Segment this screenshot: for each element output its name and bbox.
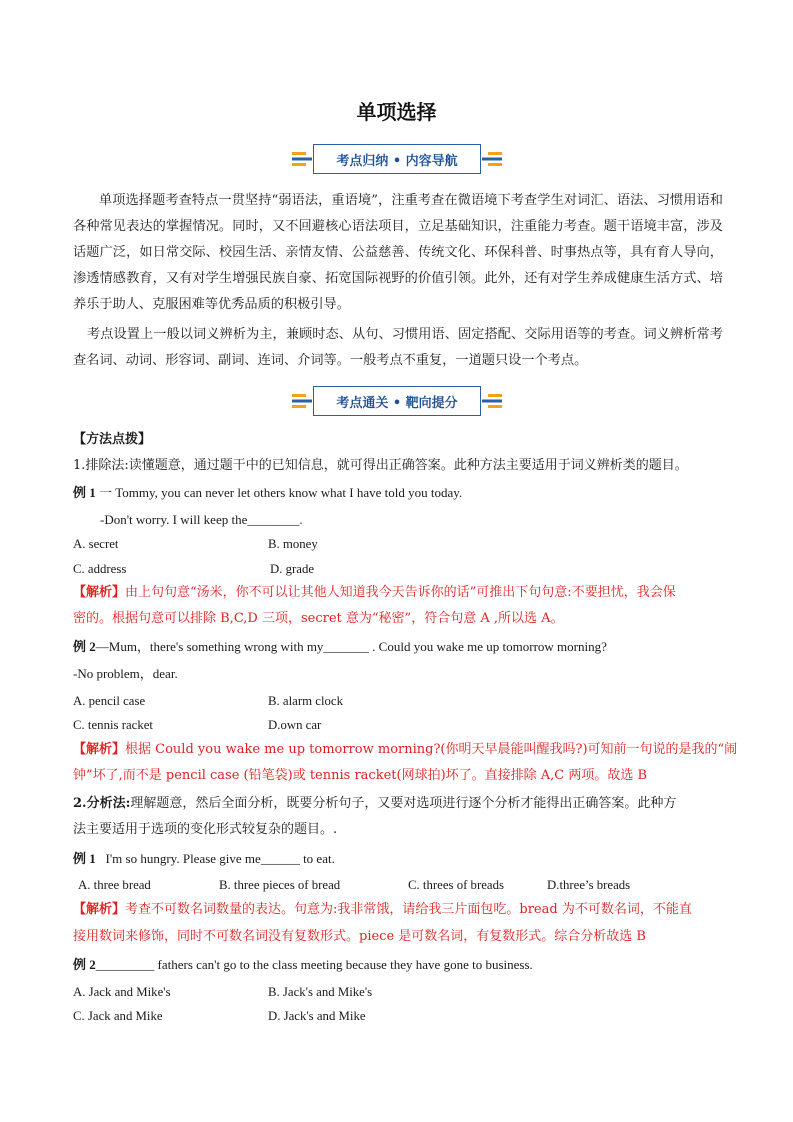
- option-c: C. tennis racket: [73, 718, 153, 732]
- option-d: D. Jack's and Mike: [268, 1009, 366, 1023]
- section-banner-1: [0, 144, 793, 178]
- banner-deco-left-icon: [292, 392, 312, 410]
- banner-deco-right-icon: [482, 150, 502, 168]
- example-label: 例 1: [73, 851, 96, 866]
- analysis-3-line-1: [73, 900, 692, 920]
- method-1-text: 1.排除法:读懂题意，通过题干中的已知信息，就可得出正确答案。此种方法主要适用于词义辨析类的题目。: [73, 458, 688, 473]
- method-header: 【方法点拨】: [73, 432, 152, 447]
- analysis-text: 由上句句意“汤米，你不可以让其他人知道我今天告诉你的话”可推出下句句意:不要担忧，我会保: [125, 585, 676, 600]
- analysis-tag: 【解析】: [73, 902, 126, 917]
- example-question-line: —Mum，there's something wrong with my_______ . Could you wake me up tomorrow morning?: [95, 639, 607, 654]
- example-4-question: [73, 955, 533, 975]
- option-d: D. grade: [270, 562, 315, 576]
- option-c: C. threes of breads: [408, 878, 504, 892]
- banner-title-1: 考点归纳 • 内容导航: [313, 144, 481, 174]
- intro-paragraph-2: 考点设置上一般以词义辨析为主，兼顾时态、从句、习惯用语、固定搭配、交际用语等的考查。词义辨析常考查名词、动词、形容词、副词、连词、介词等。一般考点不重复，一道题只设一个考点。: [73, 327, 723, 368]
- example-1-reply: -Don't worry. I will keep the________.: [100, 512, 303, 527]
- option-b: B. alarm clock: [268, 694, 343, 708]
- banner-deco-left-icon: [292, 150, 312, 168]
- method-2-line-2: 法主要适用于选项的变化形式较复杂的题目。.: [73, 822, 338, 837]
- example-1-question: [73, 483, 462, 503]
- banner-deco-right-icon: [482, 392, 502, 410]
- example-label: 例 1: [73, 485, 96, 500]
- page-title: 单项选择: [356, 100, 437, 124]
- analysis-tag: 【解析】: [73, 742, 126, 757]
- example-label: 例 2: [73, 639, 96, 654]
- example-question-line: _________ fathers can't go to the class meeting because they have gone to business.: [95, 957, 533, 972]
- analysis-tag: 【解析】: [73, 585, 126, 600]
- option-b: B. money: [268, 537, 318, 551]
- option-d: D.own car: [268, 718, 322, 732]
- analysis-2-line-1: [73, 740, 737, 760]
- option-c: C. address: [73, 562, 127, 576]
- intro-paragraph-1: 单项选择题考查特点一贯坚持“弱语法，重语境”，注重考查在微语境下考查学生对词汇、语法、习惯用语和各种常见表达的掌握情况。同时，又不回避核心语法项目，立足基础知识，注重能力考查。题干语境丰富，涉及话题广泛，如日常交际、校园生活、亲情友情、公益慈善、传统文化、环保科普、时事热点等，具有育人导向，渗透情感教育，又有对学生增强民族自豪、拓宽国际视野的价值引领。此外，还有对学生养成健康生活方式、培养乐于助人、克服困难等优秀品质的积极引导。: [73, 193, 723, 312]
- option-b: B. Jack's and Mike's: [268, 985, 373, 999]
- example-3-question: [73, 849, 335, 869]
- method-2-text: 理解题意，然后全面分析，既要分析句子，又要对选项进行逐个分析才能得出正确答案。此种方: [130, 796, 677, 811]
- analysis-3-line-2: 接用数词来修饰，同时不可数名词没有复数形式。piece 是可数名词，有复数形式。综合分析故选 B: [73, 929, 646, 944]
- analysis-1-line-1: [73, 583, 676, 603]
- method-2-line-1: [73, 794, 676, 814]
- analysis-text: 根据 Could you wake me up tomorrow morning?(你明天早晨能叫醒我吗?)可知前一句说的是我的“闹: [125, 742, 738, 757]
- example-label: 例 2: [73, 957, 96, 972]
- analysis-2-line-2: 钟”坏了,而不是 pencil case (铅笔袋)或 tennis racket(网球拍)坏了。直接排除 A,C 两项。故选 B: [73, 768, 648, 783]
- option-a: A. Jack and Mike's: [73, 985, 171, 999]
- option-a: A. secret: [73, 537, 119, 551]
- example-question-line: 一 Tommy, you can never let others know what I have told you today.: [99, 485, 463, 500]
- example-2-reply: -No problem，dear.: [73, 666, 178, 681]
- banner-title-2: 考点通关 • 靶向提分: [313, 386, 481, 416]
- example-2-question: [73, 637, 607, 657]
- analysis-text: 考查不可数名词数量的表达。句意为:我非常饿，请给我三片面包吃。bread 为不可数名词，不能直: [125, 902, 692, 917]
- option-c: C. Jack and Mike: [73, 1009, 163, 1023]
- section-banner-2: [0, 386, 793, 420]
- method-2-label: 2.分析法:: [73, 796, 131, 811]
- option-b: B. three pieces of bread: [219, 878, 341, 892]
- option-d: D.three’s breads: [547, 878, 631, 892]
- option-a: A. pencil case: [73, 694, 146, 708]
- option-a: A. three bread: [78, 878, 151, 892]
- example-question-line: I'm so hungry. Please give me______ to eat.: [105, 851, 335, 866]
- analysis-1-line-2: 密的。根据句意可以排除 B,C,D 三项，secret 意为“秘密”，符合句意 A ,所以选 A。: [73, 611, 564, 626]
